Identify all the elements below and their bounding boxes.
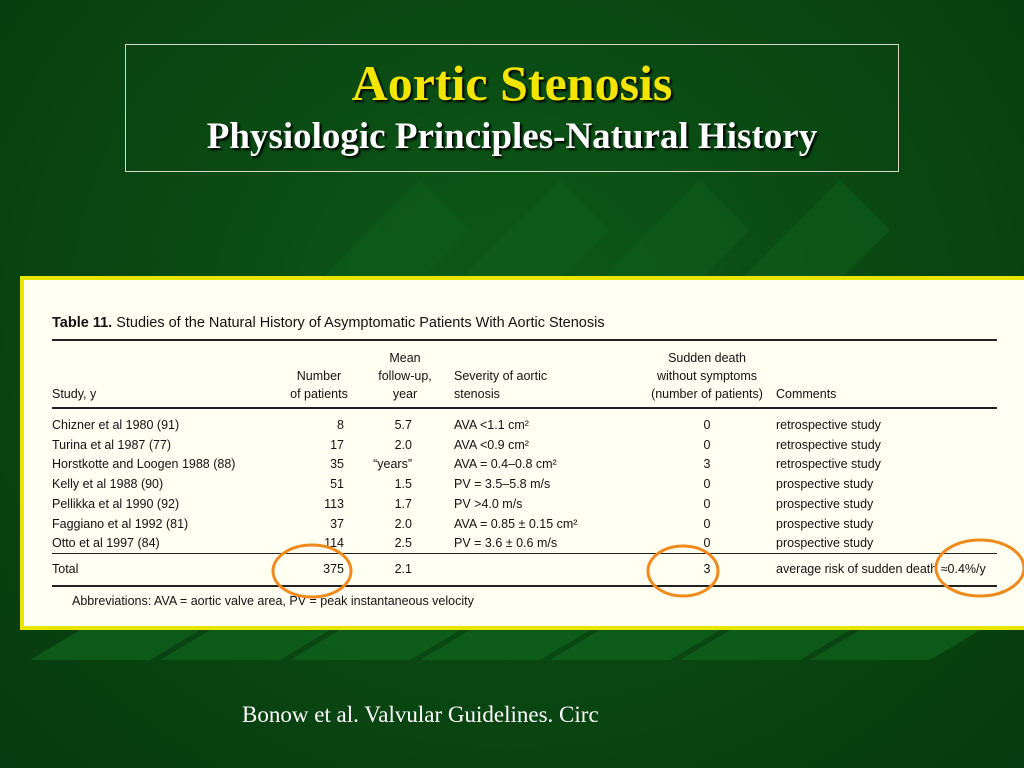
header-mean-line3: year — [392, 387, 418, 401]
cell-severity: AVA <0.9 cm² — [454, 437, 529, 452]
table-panel — [20, 276, 1024, 630]
total-top-rule — [52, 553, 997, 554]
cell-study: Faggiano et al 1992 (81) — [52, 516, 189, 531]
table-row — [52, 417, 997, 437]
slide-title: Aortic Stenosis — [351, 55, 673, 111]
table-row — [52, 437, 997, 457]
cell-sudden-death: 0 — [703, 516, 711, 531]
title-box — [125, 44, 899, 172]
total-sudden-death: 3 — [703, 562, 711, 576]
cell-comment: retrospective study — [776, 457, 881, 472]
cell-severity: PV = 3.6 ± 0.6 m/s — [454, 536, 558, 551]
cell-patients: 8 — [337, 418, 344, 432]
cell-study: Horstkotte and Loogen 1988 (88) — [52, 457, 236, 472]
cell-severity: PV = 3.5–5.8 m/s — [454, 477, 551, 492]
cell-followup: 2.0 — [394, 437, 412, 452]
cell-severity: AVA <1.1 cm² — [454, 418, 529, 432]
total-label: Total — [52, 562, 79, 576]
cell-patients: 17 — [330, 437, 344, 452]
cell-severity: AVA = 0.85 ± 0.15 cm² — [454, 516, 578, 531]
cell-patients: 51 — [330, 477, 344, 492]
abbreviations-note: Abbreviations: AVA = aortic valve area, PV = peak instantaneous velocity — [72, 594, 474, 608]
table-bottom-rule — [52, 585, 997, 587]
cell-comment: retrospective study — [776, 437, 881, 452]
cell-sudden-death: 0 — [703, 496, 711, 511]
cell-severity: PV >4.0 m/s — [454, 496, 523, 511]
header-sudden-death — [627, 349, 787, 403]
header-study: Study, y — [52, 387, 97, 401]
header-mean-followup — [365, 349, 445, 403]
header-number-line2: of patients — [290, 387, 348, 401]
cell-followup: “years” — [373, 457, 412, 472]
table-row — [52, 496, 997, 516]
header-severity-line1: Severity of aortic — [454, 369, 548, 383]
table-row — [52, 456, 997, 476]
cell-study: Turina et al 1987 (77) — [52, 437, 172, 452]
cell-comment: prospective study — [776, 536, 874, 551]
cell-patients: 35 — [330, 457, 344, 472]
cell-followup: 1.5 — [394, 477, 412, 492]
cell-comment: prospective study — [776, 496, 874, 511]
table-row — [52, 516, 997, 536]
total-followup: 2.1 — [394, 562, 412, 576]
cell-severity: AVA = 0.4–0.8 cm² — [454, 457, 557, 472]
table-top-rule — [52, 339, 997, 341]
header-comments: Comments — [776, 387, 837, 401]
header-severity — [454, 367, 547, 403]
total-patients: 375 — [323, 562, 344, 576]
header-severity-line2: stenosis — [454, 387, 500, 401]
header-number — [274, 367, 364, 403]
table-row — [52, 476, 997, 496]
header-number-line1: Number — [296, 369, 342, 383]
header-sudden-line3: (number of patients) — [651, 387, 763, 401]
total-row — [52, 561, 997, 581]
cell-study: Kelly et al 1988 (90) — [52, 477, 164, 492]
table-caption — [52, 315, 1002, 331]
cell-study: Pellikka et al 1990 (92) — [52, 496, 180, 511]
cell-followup: 5.7 — [394, 418, 412, 432]
cell-sudden-death: 0 — [703, 418, 711, 432]
cell-comment: prospective study — [776, 516, 874, 531]
cell-followup: 2.5 — [394, 536, 412, 551]
header-mean-line1: Mean — [389, 351, 421, 365]
cell-sudden-death: 0 — [703, 536, 711, 551]
cell-patients: 37 — [330, 516, 344, 531]
cell-followup: 1.7 — [394, 496, 412, 511]
header-mean-line2: follow-up, — [378, 369, 432, 383]
cell-patients: 114 — [324, 536, 344, 551]
cell-comment: prospective study — [776, 477, 874, 492]
header-sudden-line1: Sudden death — [668, 351, 746, 365]
cell-sudden-death: 0 — [703, 437, 711, 452]
table-caption-label: Table 11. — [52, 315, 113, 331]
cell-study: Otto et al 1997 (84) — [52, 536, 160, 551]
cell-sudden-death: 3 — [703, 457, 711, 472]
table-caption-text: Studies of the Natural History of Asymptomatic Patients With Aortic Stenosis — [116, 315, 605, 331]
cell-followup: 2.0 — [394, 516, 412, 531]
total-comment: average risk of sudden death ≈0.4%/y — [776, 562, 986, 576]
citation: Bonow et al. Valvular Guidelines. Circ — [242, 702, 599, 727]
header-sudden-line2: without symptoms — [656, 369, 758, 383]
slide-subtitle: Physiologic Principles-Natural History — [206, 116, 818, 157]
cell-study: Chizner et al 1980 (91) — [52, 418, 180, 432]
cell-sudden-death: 0 — [703, 477, 711, 492]
header-bottom-rule — [52, 407, 997, 409]
cell-patients: 113 — [324, 496, 344, 511]
cell-comment: retrospective study — [776, 418, 881, 432]
